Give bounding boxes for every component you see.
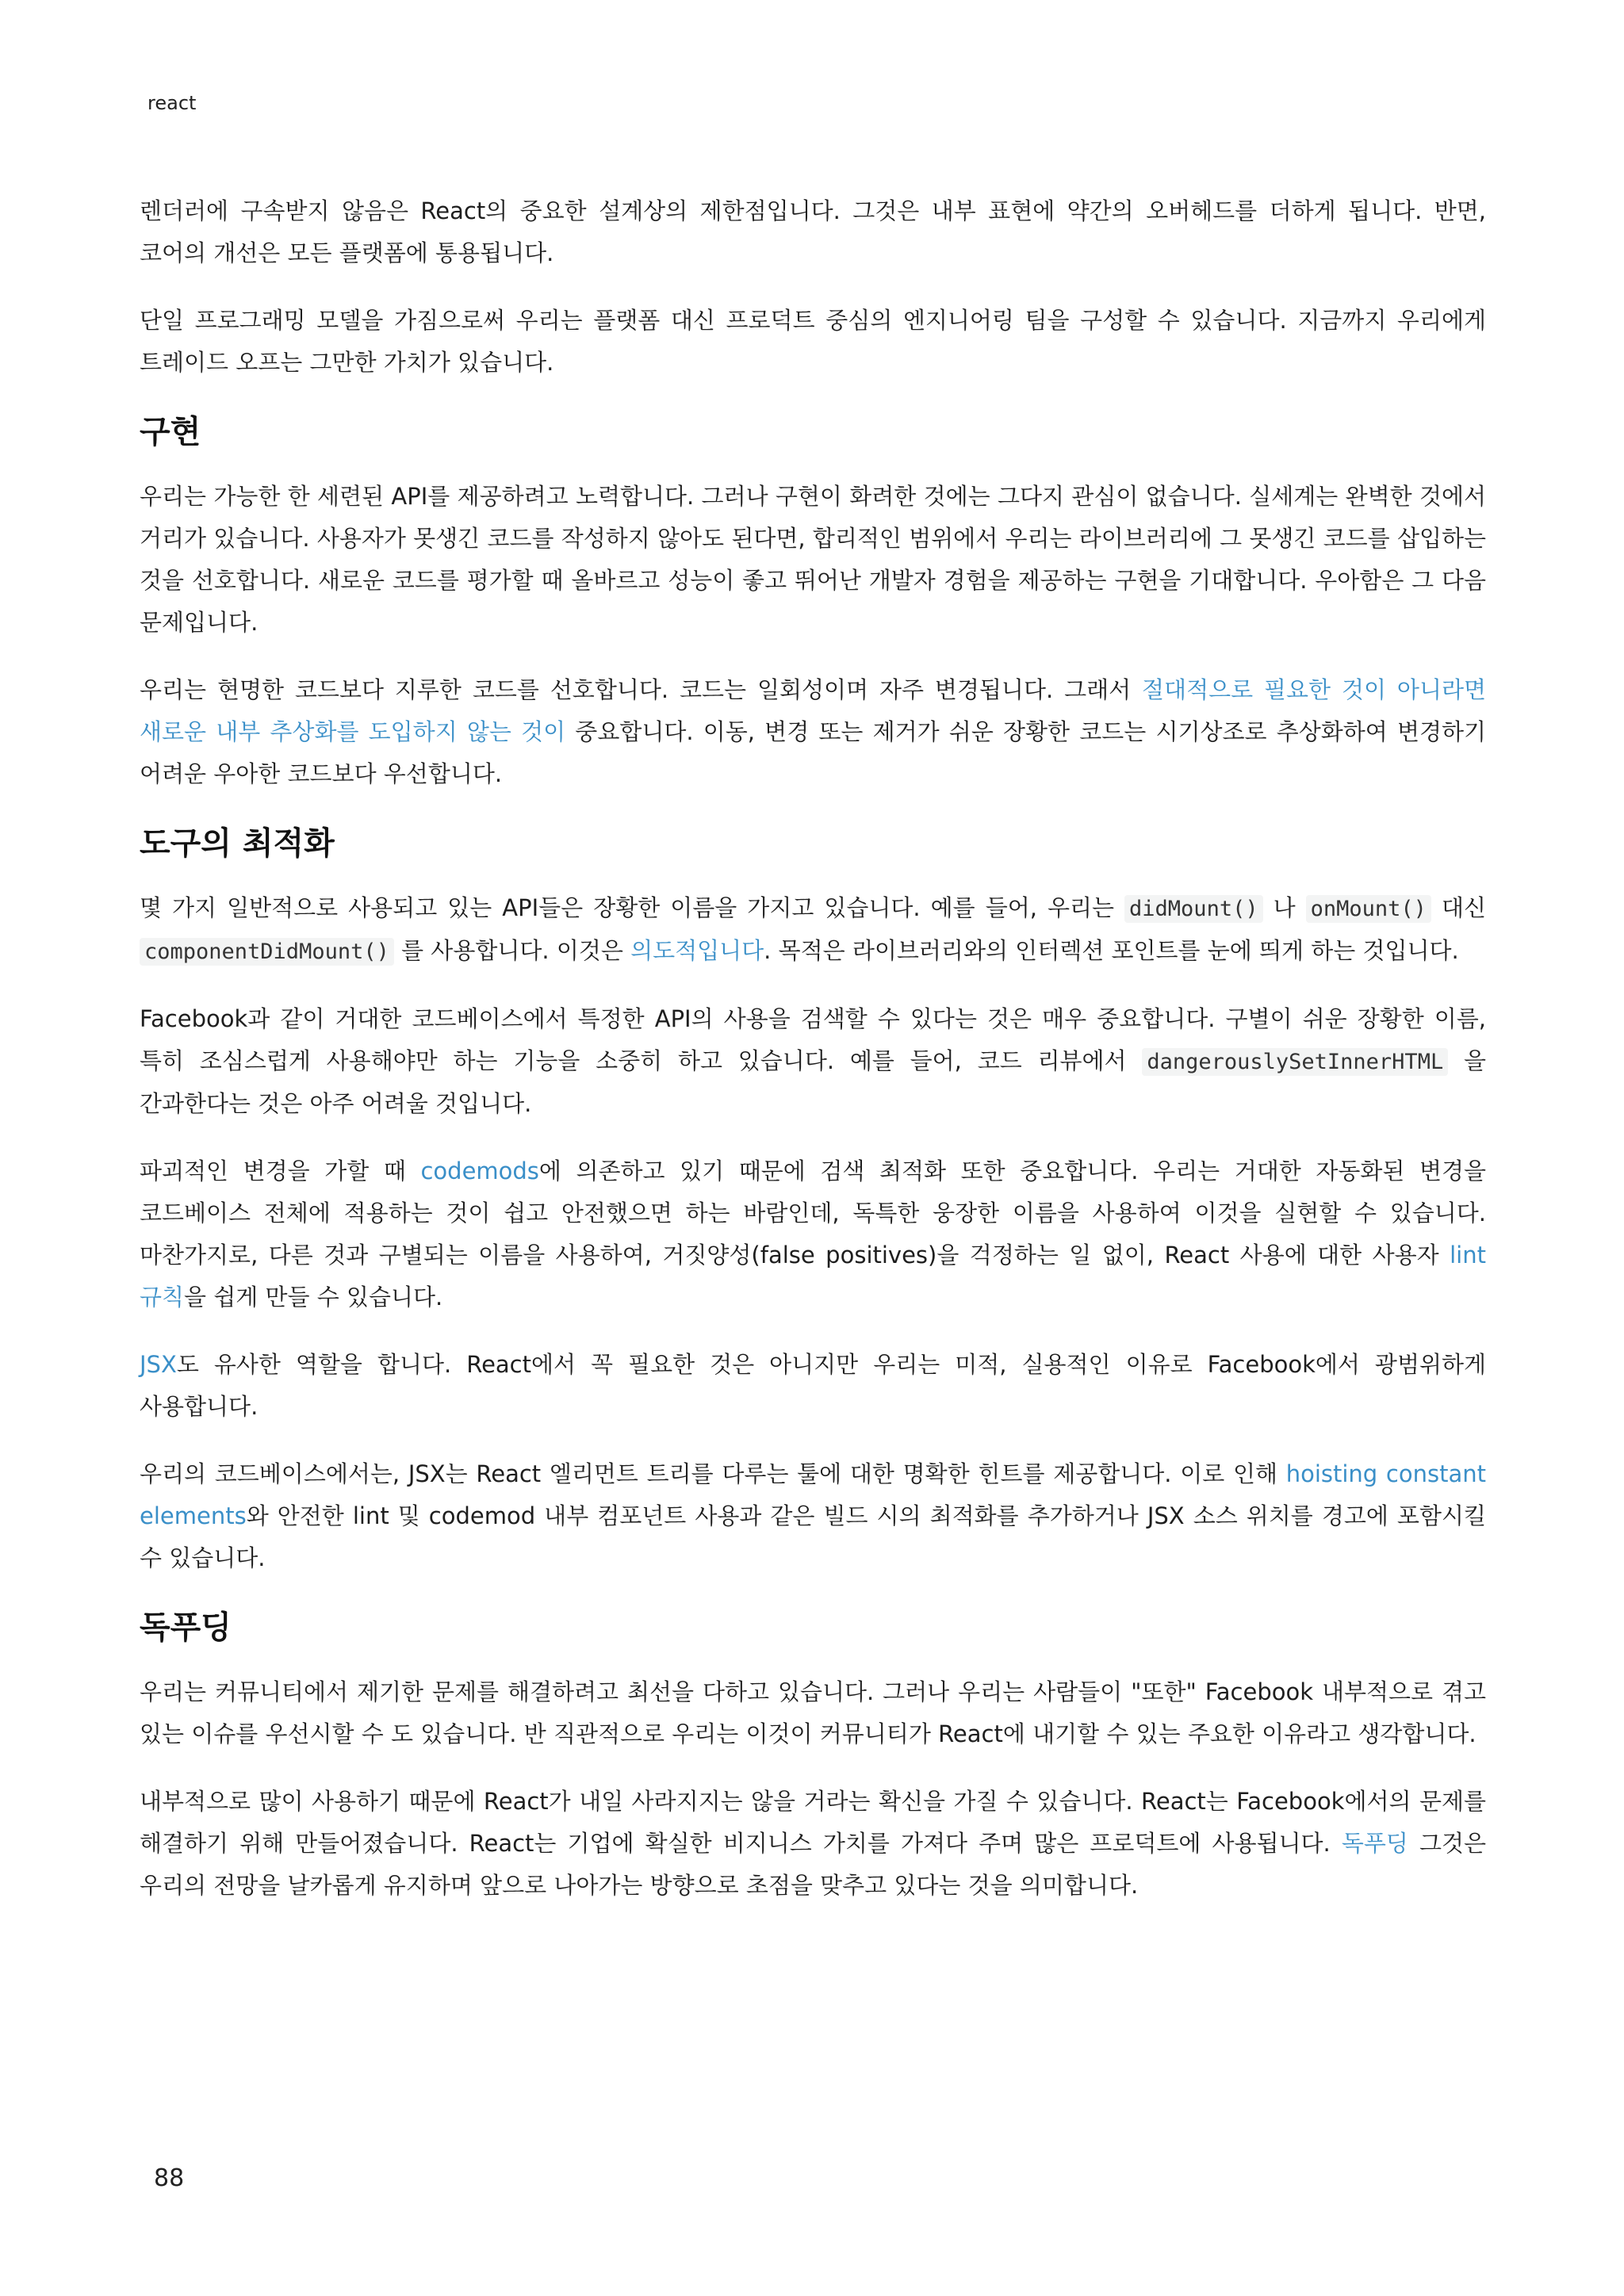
link-hoisting-constant-elements[interactable]: hoisting constant elements xyxy=(140,1460,1486,1529)
text-run: Facebook과 같이 거대한 코드베이스에서 특정한 API의 사용을 검색할 수 있다는 것은 매우 중요합니다. 구별이 쉬운 장황한 이름, 특히 조심스럽게 사용해야만 하는 기능을 소중히 하고 있습니다. 예를 들어, 코드 리뷰에서 xyxy=(140,1005,1486,1074)
code-dangerouslysetinnerhtml: dangerouslySetInnerHTML xyxy=(1142,1048,1448,1076)
text-run: 파괴적인 변경을 가할 때 xyxy=(140,1158,421,1184)
link-codemods[interactable]: codemods xyxy=(420,1158,539,1184)
section-heading-tooling: 도구의 최적화 xyxy=(140,825,335,862)
link-jsx[interactable]: JSX xyxy=(140,1351,177,1378)
dogfood-paragraph-2 xyxy=(140,1781,1486,1907)
text-run: . 목적은 라이브러리와의 인터렉션 포인트를 눈에 띄게 하는 것입니다. xyxy=(764,937,1459,964)
page-content xyxy=(140,190,1486,1932)
tools-paragraph-2 xyxy=(140,998,1486,1125)
link-new-abstractions[interactable]: 절대적으로 필요한 것이 아니라면 새로운 내부 추상화를 도입하지 않는 것이 xyxy=(140,676,1486,745)
text-run: 우리는 현명한 코드보다 지루한 코드를 선호합니다. 코드는 일회성이며 자주 변경됩니다. 그래서 xyxy=(140,676,1143,703)
section-heading-implementation: 구현 xyxy=(140,414,201,450)
running-header: react xyxy=(147,92,197,114)
text-run: 대신 xyxy=(1431,894,1486,921)
link-lint-rules[interactable]: lint 규칙 xyxy=(140,1242,1486,1311)
text-run: 몇 가지 일반적으로 사용되고 있는 API들은 장황한 이름을 가지고 있습니다. 예를 들어, 우리는 xyxy=(140,894,1125,921)
code-componentdidmount: componentDidMount() xyxy=(140,938,394,966)
impl-paragraph-1: 우리는 가능한 한 세련된 API를 제공하려고 노력합니다. 그러나 구현이 화려한 것에는 그다지 관심이 없습니다. 실세계는 완벽한 것에서 거리가 있습니다. 사용자가 못생긴 코드를 작성하지 않아도 된다면, 합리적인 범위에서 우리는 라이브러리에 그 못생긴 코드를 삽입하는 것을 선호합니다. 새로운 코드를 평가할 때 올바르고 성능이 좋고 뛰어난 개발자 경험을 제공하는 구현을 기대합니다. 우아함은 그 다음 문제입니다. xyxy=(140,483,1486,636)
text-run: 우리의 코드베이스에서는, JSX는 React 엘리먼트 트리를 다루는 툴에 대한 명확한 힌트를 제공합니다. 이로 인해 xyxy=(140,1460,1286,1487)
tools-paragraph-1 xyxy=(140,887,1486,973)
code-onmount: onMount() xyxy=(1306,895,1431,923)
text-run: 도 유사한 역할을 합니다. React에서 꼭 필요한 것은 아니지만 우리는 미적, 실용적인 이유로 Facebook에서 광범위하게 사용합니다. xyxy=(140,1351,1486,1420)
text-run: 내부적으로 많이 사용하기 때문에 React가 내일 사라지지는 않을 거라는 확신을 가질 수 있습니다. React는 Facebook에서의 문제를 해결하기 위해 만들어졌습니다. React는 기업에 확실한 비지니스 가치를 가져다 주며 많은 프로덕트에 사용됩니다. xyxy=(140,1788,1486,1857)
link-intentional[interactable]: 의도적입니다 xyxy=(630,937,764,964)
text-run: 그것은 우리의 전망을 날카롭게 유지하며 앞으로 나아가는 방향으로 초점을 맞추고 있다는 것을 의미합니다. xyxy=(140,1830,1486,1899)
dogfood-paragraph-1: 우리는 커뮤니티에서 제기한 문제를 해결하려고 최선을 다하고 있습니다. 그러나 우리는 사람들이 "또한" Facebook 내부적으로 겪고 있는 이슈를 우선시할 수 도 있습니다. 반 직관적으로 우리는 이것이 커뮤니티가 React에 내기할 수 있는 주요한 이유라고 생각합니다. xyxy=(140,1678,1486,1747)
intro-paragraph-2: 단일 프로그래밍 모델을 가짐으로써 우리는 플랫폼 대신 프로덕트 중심의 엔지니어링 팀을 구성할 수 있습니다. 지금까지 우리에게 트레이드 오프는 그만한 가치가 있습니다. xyxy=(140,307,1486,376)
text-run: 을 쉽게 만들 수 있습니다. xyxy=(184,1284,443,1311)
tools-paragraph-4 xyxy=(140,1344,1486,1428)
text-run: 에 의존하고 있기 때문에 검색 최적화 또한 중요합니다. 우리는 거대한 자동화된 변경을 코드베이스 전체에 적용하는 것이 쉽고 안전했으면 하는 바람인데, 독특한 웅장한 이름을 사용하여 이것을 실현할 수 있습니다. 마찬가지로, 다른 것과 구별되는 이름을 사용하여, 거짓양성(false positives)을 걱정하는 일 없이, React 사용에 대한 사용자 xyxy=(140,1158,1486,1269)
text-run: 중요합니다. 이동, 변경 또는 제거가 쉬운 장황한 코드는 시기상조로 추상화하여 변경하기 어려운 우아한 코드보다 우선합니다. xyxy=(140,718,1486,787)
text-run: 를 사용합니다. 이것은 xyxy=(393,937,631,964)
impl-paragraph-2 xyxy=(140,669,1486,795)
text-run: 나 xyxy=(1262,894,1306,921)
text-run: 을 간과한다는 것은 아주 어려울 것입니다. xyxy=(140,1047,1486,1117)
section-heading-dogfooding: 독푸딩 xyxy=(140,1609,232,1646)
intro-paragraph-1: 렌더러에 구속받지 않음은 React의 중요한 설계상의 제한점입니다. 그것은 내부 표현에 약간의 오버헤드를 더하게 됩니다. 반면, 코어의 개선은 모든 플랫폼에 통용됩니다. xyxy=(140,197,1486,266)
text-run: 와 안전한 lint 및 codemod 내부 컴포넌트 사용과 같은 빌드 시의 최적화를 추가하거나 JSX 소스 위치를 경고에 포함시킬 수 있습니다. xyxy=(140,1502,1486,1571)
page-number: 88 xyxy=(154,2164,185,2192)
link-dogfooding[interactable]: 독푸딩 xyxy=(1341,1830,1408,1857)
tools-paragraph-3 xyxy=(140,1150,1486,1318)
tools-paragraph-5 xyxy=(140,1453,1486,1579)
code-didmount: didMount() xyxy=(1124,895,1263,923)
